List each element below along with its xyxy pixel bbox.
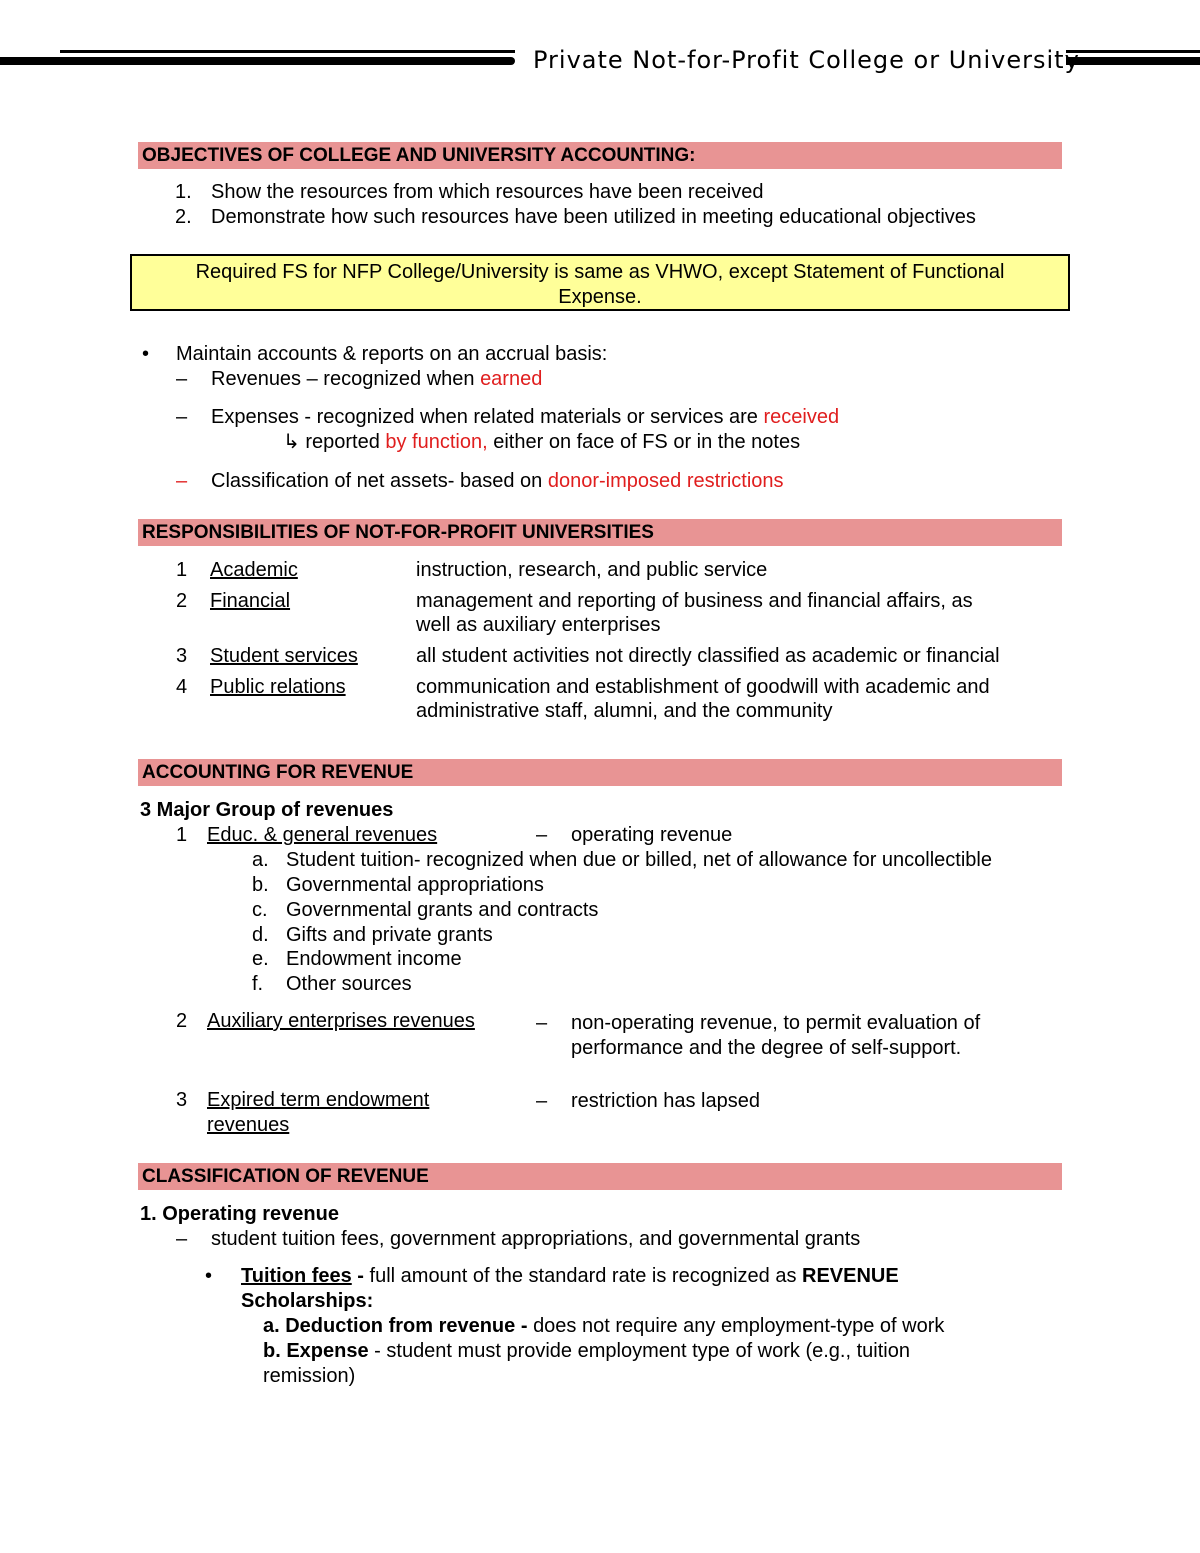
scholarship-a-text: does not require any employment-type of work [533,1315,945,1337]
rev-sub-text-f: Other sources [286,973,412,995]
classification-text: Classification of net assets- based on [211,470,548,492]
section-heading-revenue: ACCOUNTING FOR REVENUE [138,759,1062,786]
reported-text-post: either on face of FS or in the notes [487,431,801,453]
rev-sub-text-c: Governmental grants and contracts [286,899,599,921]
rev-group-name-3b: revenues [207,1114,290,1136]
rev-group-desc-3: restriction has lapsed [571,1090,760,1112]
rev-sub-letter-f: f. [252,973,264,995]
rev-group-name-3a: Expired term endowment [207,1089,430,1111]
rev-group-num-3: 3 [176,1089,188,1111]
rev-group-dash-1: – [536,824,548,846]
resp-desc-4a: communication and establishment of goodwill with academic and [416,676,990,698]
rev-group-num-2: 2 [176,1010,188,1032]
resp-desc-2b: well as auxiliary enterprises [416,614,661,636]
rev-sub-letter-c: c. [252,899,268,921]
scholarship-a-label: a. Deduction from revenue - [263,1315,534,1337]
classification-dash: – [176,1228,188,1250]
scholarship-b-label: b. Expense [263,1340,369,1362]
resp-desc-4b: administrative staff, alumni, and the community [416,700,833,722]
callout-box [130,254,1070,311]
scholarship-b-text: - student must provide employment type of work (e.g., tuition [368,1340,910,1362]
rev-group-num-1: 1 [176,824,188,846]
objective-text-1: Show the resources from which resources have been received [211,181,764,203]
resp-num-3: 3 [176,645,188,667]
dash-expenses: – [176,406,188,428]
resp-desc-1: instruction, research, and public service [416,559,768,581]
section-heading-objectives: OBJECTIVES OF COLLEGE AND UNIVERSITY ACCOUNTING: [138,142,1062,169]
accrual-classification [211,469,784,493]
dash-classification: – [176,470,188,492]
rev-group-desc-2a: non-operating revenue, to permit evaluation of [571,1012,981,1034]
resp-name-1: Academic [210,559,298,581]
rev-sub-text-b: Governmental appropriations [286,874,544,896]
resp-name-3: Student services [210,645,358,667]
resp-num-2: 2 [176,590,188,612]
scholarship-b-text-2: remission) [263,1365,356,1387]
rev-group-name-2: Auxiliary enterprises revenues [207,1010,475,1032]
header-rule-right-thin [1066,50,1200,53]
expenses-highlight: received [763,406,840,428]
section-heading-classification: CLASSIFICATION OF REVENUE [138,1163,1062,1190]
tuition-dash: - [351,1265,370,1287]
rev-group-desc-1: operating revenue [571,824,733,846]
revenues-highlight: earned [480,368,543,390]
scholarship-a [263,1314,944,1338]
tuition-line [241,1264,899,1288]
header-rule-left-thick [0,57,515,65]
resp-desc-3: all student activities not directly classified as academic or financial [416,645,1000,667]
accrual-reported [283,430,800,454]
revenues-text: Revenues – recognized when [211,368,481,390]
revenue-subheading: 3 Major Group of revenues [140,799,394,821]
tuition-label: Tuition fees [241,1265,352,1287]
rev-group-dash-3: – [536,1090,548,1112]
callout-line-1: Required FS for NFP College/University is same as VHWO, except Statement of Functional [195,261,1005,283]
resp-name-4: Public relations [210,676,346,698]
classification-highlight: donor-imposed restrictions [547,470,784,492]
classification-desc: student tuition fees, government appropriations, and governmental grants [211,1228,861,1250]
rev-group-name-1: Educ. & general revenues [207,824,438,846]
reported-highlight: by function, [385,431,488,453]
resp-name-2: Financial [210,590,291,612]
accrual-revenues [211,367,542,391]
objective-num-1: 1. [175,181,192,203]
scholarships-label: Scholarships: [241,1290,374,1312]
tuition-bullet-icon: • [205,1265,213,1287]
section-heading-responsibilities: RESPONSIBILITIES OF NOT-FOR-PROFIT UNIVERSITIES [138,519,1062,546]
rev-sub-text-d: Gifts and private grants [286,924,493,946]
page-header-title: Private Not-for-Profit College or University [533,46,1080,74]
scholarship-b [263,1339,910,1363]
rev-sub-text-e: Endowment income [286,948,462,970]
resp-num-1: 1 [176,559,188,581]
bullet-icon: • [142,343,150,365]
rev-group-desc-2b: performance and the degree of self-support. [571,1037,962,1059]
rev-group-dash-2: – [536,1012,548,1034]
arrow-icon: ↳ [283,431,300,453]
objective-text-2: Demonstrate how such resources have been utilized in meeting educational objectives [211,206,976,228]
resp-desc-2a: management and reporting of business and financial affairs, as [416,590,973,612]
rev-sub-letter-a: a. [252,849,269,871]
objective-num-2: 2. [175,206,192,228]
tuition-text: full amount of the standard rate is recognized as [369,1265,803,1287]
rev-sub-letter-b: b. [252,874,269,896]
reported-text: reported [299,431,386,453]
rev-sub-letter-d: d. [252,924,269,946]
dash-revenues: – [176,368,188,390]
header-rule-right-thick [1066,57,1200,65]
accrual-intro: Maintain accounts & reports on an accrual basis: [176,343,608,365]
header-rule-left-thin [60,50,515,53]
accrual-expenses [211,405,839,429]
callout-line-2: Expense. [558,286,642,308]
rev-sub-letter-e: e. [252,948,269,970]
rev-sub-text-a: Student tuition- recognized when due or billed, net of allowance for uncollectible [286,849,992,871]
tuition-bold: REVENUE [802,1265,899,1287]
expenses-text: Expenses - recognized when related materials or services are [211,406,764,428]
resp-num-4: 4 [176,676,188,698]
classification-sub: 1. Operating revenue [140,1203,339,1225]
